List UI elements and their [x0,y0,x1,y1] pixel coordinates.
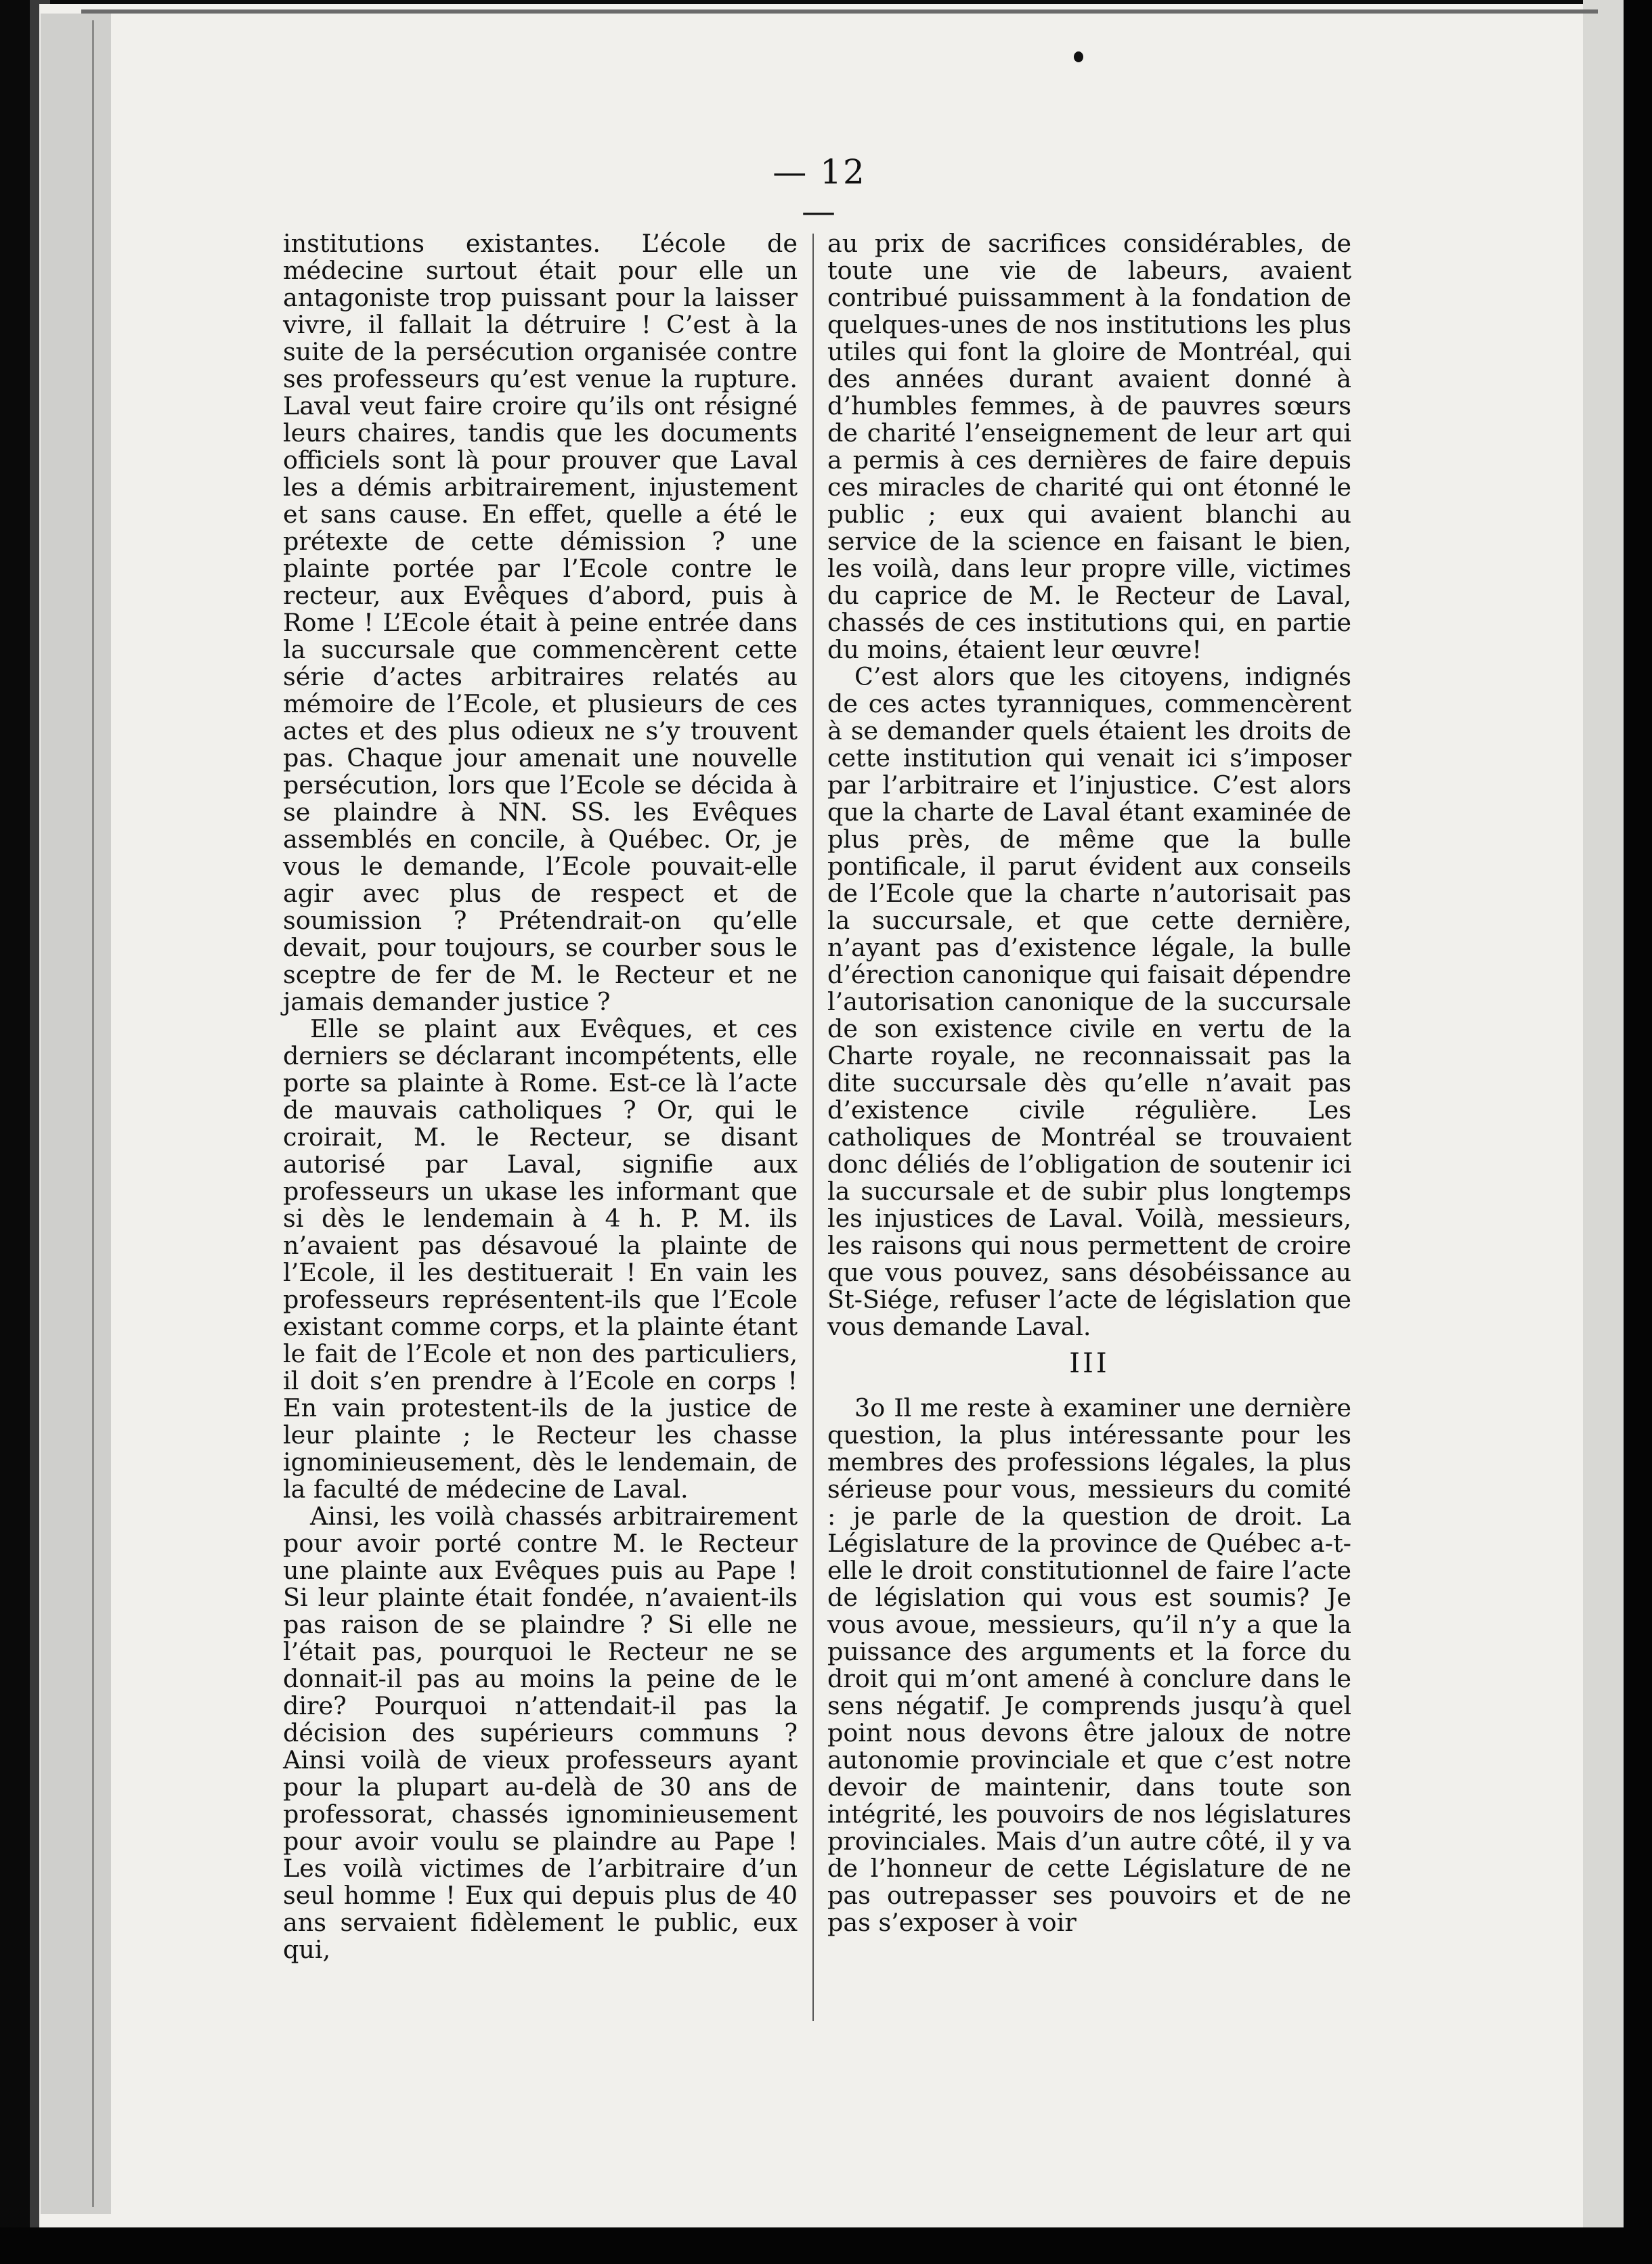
ink-speck [1074,51,1083,62]
section-heading: III [1069,1348,1110,1379]
page-number: — 12 — [773,152,866,231]
left-scan-strip [41,14,111,2214]
right-paragraph-3: 3o Il me reste à examiner une dernière question, la plus intéressante pour les membres des professions légales, la plus sérieuse pour vous, messieurs du comité : je parle de la question de droit. La Législature de la province de Québec a-t-elle le droit constitutionnel de faire l’acte de législation qui vous est soumis? Je vous avoue, messieurs, qu’il n’y a que la puissance des arguments et la force du droit qui m’ont amené à conclure dans le sens négatif. Je comprends jusqu’à quel point nous devons être jaloux de notre autonomie provinciale et que c’est notre devoir de maintenir, dans toute son intégrité, les pouvoirs de nos législatures provinciales. Mais d’un autre côté, il y va de l’honneur de cette Législature de ne pas outrepasser ses pouvoirs et de ne pas s’exposer à voir [827,1393,1351,1937]
left-paragraph-1: institutions existantes. L’école de médecine surtout était pour elle un antagoniste trop puissant pour la laisser vivre, il fallait la détruire ! C’est à la suite de la persécution organisée contre ses professeurs qu’est venue la rupture. Laval veut faire croire qu’ils ont résigné leurs chaires, tandis que les documents officiels sont là pour prouver que Laval les a démis arbitrairement, injustement et sans cause. En effet, quelle a été le prétexte de cette démission ? une plainte portée par l’Ecole contre le recteur, aux Evêques d’abord, puis à Rome ! L’Ecole était à peine entrée dans la succursale que commencèrent cette série d’actes arbitraires relatés au mémoire de l’Ecole, et plusieurs de ces actes et des plus odieux ne s’y trouvent pas. Chaque jour amenait une nouvelle persécution, lors que l’Ecole se décida à se plaindre à NN. SS. les Evêques assemblés en concile, à Québec. Or, je vous le demande, l’Ecole pouvait-elle agir avec plus de respect et de soumission ? Prétendrait-on qu’elle devait, pour toujours, se courber sous le sceptre de fer de M. le Recteur et ne jamais demander justice ? [283,229,798,1016]
left-fold-line [92,20,94,2207]
right-paragraph-2: C’est alors que les citoyens, indignés de ces actes tyranniques, commencèrent à se demander quels étaient les droits de cette institution qui venait ici s’imposer par l’arbitraire et l’injustice. C’est alors que la charte de Laval étant examinée de plus près, de même que la bulle pontificale, il parut évident aux conseils de l’Ecole que la charte n’autorisait pas la succursale, et que cette dernière, n’ayant pas d’existence légale, la bulle d’érection canonique qui faisait dépendre l’autorisation canonique de la succursale de son existence civile en vertu de la Charte royale, ne reconnaissait pas la dite succursale dès qu’elle n’avait pas d’existence civile régulière. Les catholiques de Montréal se trouvaient donc déliés de l’obligation de soutenir ici la succursale et de subir plus longtemps les injustices de Laval. Voilà, messieurs, les raisons qui nous permettent de croire que vous pouvez, sans désobéissance au St-Siége, refuser l’acte de législation que vous demande Laval. [827,662,1351,1341]
bottom-scan-border [0,2227,1652,2264]
right-scan-strip [1583,0,1624,2234]
column-divider [812,234,814,2021]
right-scan-border [1624,0,1652,2264]
right-paragraph-1: au prix de sacrifices considérables, de toute une vie de labeurs, avaient contribué puissamment à la fondation de quelques-unes de nos institutions les plus utiles qui font la gloire de Montréal, qui des années durant avaient donné à d’humbles femmes, à de pauvres sœurs de charité l’enseignement de leur art qui a permis à ces dernières de faire depuis ces miracles de charité qui ont étonné le public ; eux qui avaient blanchi au service de la science en faisant le bien, les voilà, dans leur propre ville, victimes du caprice de M. le Recteur de Laval, chassés de ces institutions qui, en partie du moins, étaient leur œuvre! [827,229,1351,664]
left-paragraph-3: Ainsi, les voilà chassés arbitrairement pour avoir porté contre M. le Recteur une plainte aux Evêques puis au Pape ! Si leur plainte était fondée, n’avaient-ils pas raison de se plaindre ? Si elle ne l’était pas, pourquoi le Recteur ne se donnait-il pas au moins la peine de le dire? Pourquoi n’attendait-il pas la décision des supérieurs communs ? Ainsi voilà de vieux professeurs ayant pour la plupart au-delà de 30 ans de professorat, chassés ignominieusement pour avoir voulu se plaindre au Pape ! Les voilà victimes de l’arbitraire d’un seul homme ! Eux qui depuis plus de 40 ans servaient fidèlement le public, eux qui, [283,1502,798,1964]
right-text-column [827,230,1351,1936]
left-text-column [283,230,798,1963]
left-paragraph-2: Elle se plaint aux Evêques, et ces derniers se déclarant incompétents, elle porte sa plainte à Rome. Est-ce là l’acte de mauvais catholiques ? Or, qui le croirait, M. le Recteur, se disant autorisé par Laval, signifie aux professeurs un ukase les informant que si dès le lendemain à 4 h. P. M. ils n’avaient pas désavoué la plainte de l’Ecole, il les destituerait ! En vain les professeurs représentent-ils que l’Ecole existant comme corps, et la plainte étant le fait de l’Ecole et non des particuliers, il doit s’en prendre à l’Ecole en corps ! En vain protestent-ils de la justice de leur plainte ; le Recteur les chasse ignominieusement, dès le lendemain, de la faculté de médecine de Laval. [283,1014,798,1504]
top-edge-line [81,9,1598,14]
